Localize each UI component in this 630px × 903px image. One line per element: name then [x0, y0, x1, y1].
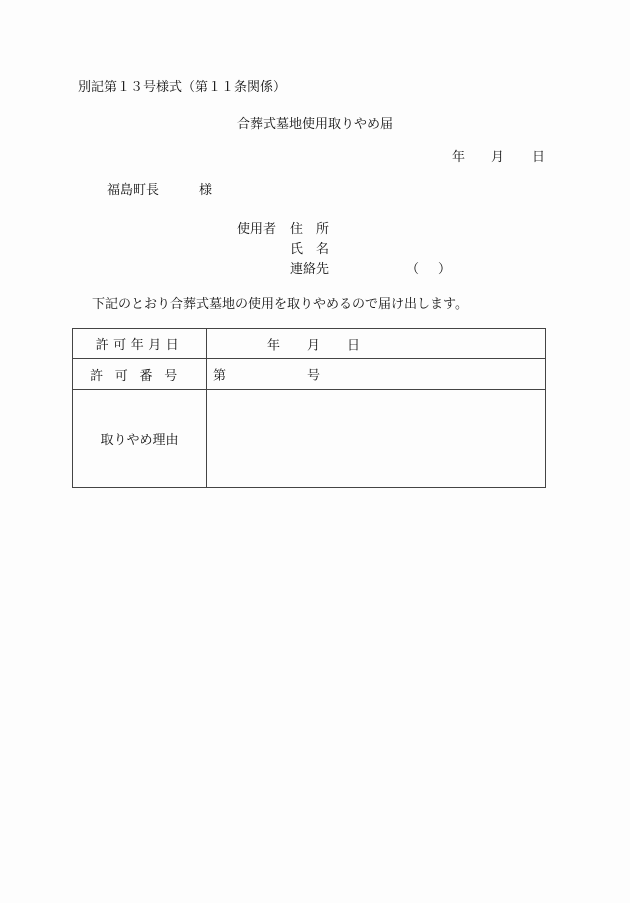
permit-number-suffix: 号 [307, 368, 321, 384]
permit-number-label: 許可番号 [90, 368, 189, 384]
applicant-address-label: 住 所 [290, 222, 330, 237]
permit-date-value-cell[interactable] [207, 329, 546, 359]
contact-paren-close: ） [438, 262, 452, 277]
contact-paren-open: （ [406, 262, 420, 277]
applicant-role-label: 使用者 [237, 222, 277, 237]
permit-date-label: 許可年月日 [95, 338, 184, 353]
permit-number-value-cell[interactable] [207, 359, 546, 390]
date-day-label: 日 [532, 150, 546, 165]
applicant-name-label: 氏 名 [290, 242, 330, 257]
statement-text: 下記のとおり合葬式墓地の使用を取りやめるので届け出します。 [92, 297, 468, 312]
form-reference: 別記第１３号様式（第１１条関係） [78, 80, 287, 95]
document-title: 合葬式墓地使用取りやめ届 [236, 117, 393, 132]
applicant-contact-label: 連絡先 [290, 262, 330, 277]
addressee-name: 福島町長 [107, 183, 160, 198]
reason-label: 取りやめ理由 [100, 433, 179, 448]
permit-date-day: 日 [347, 338, 361, 353]
addressee-honorific: 様 [199, 183, 213, 198]
permit-number-row [73, 359, 546, 390]
reason-value-cell[interactable] [207, 390, 546, 488]
permit-date-label-cell [73, 329, 207, 359]
permit-date-month: 月 [307, 338, 321, 353]
reason-label-cell [73, 390, 207, 488]
permit-table [72, 328, 546, 488]
reason-row [73, 390, 546, 488]
permit-number-prefix: 第 [213, 368, 227, 384]
permit-date-year: 年 [267, 338, 281, 353]
date-year-label: 年 [452, 150, 466, 165]
permit-number-label-cell [73, 359, 207, 390]
permit-date-row [73, 329, 546, 359]
date-month-label: 月 [491, 150, 505, 165]
